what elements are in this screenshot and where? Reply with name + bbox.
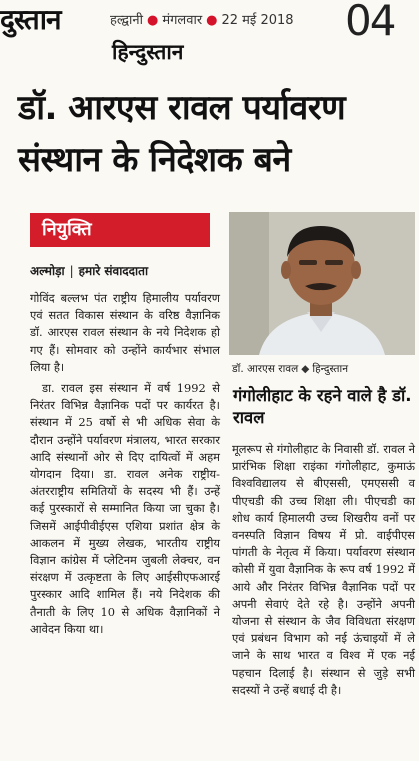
byline-place: अल्मोड़ा (30, 264, 65, 278)
page-number: 04 (345, 0, 395, 45)
edition-meta (110, 10, 294, 28)
byline-separator: | (69, 264, 74, 278)
section-tag: नियुक्ति (30, 213, 210, 247)
edition-location: हल्द्वानी (110, 13, 143, 28)
headline-line-2: संस्थान के निदेशक बने (18, 140, 291, 180)
headline-line-1: डॉ. आरएस रावल पर्यावरण (18, 88, 346, 128)
article-body-left (30, 290, 220, 642)
byline (30, 262, 148, 279)
article-paragraph: मूलरूप से गंगोलीहाट के निवासी डॉ. रावल ने प्रारंभिक शिक्षा राइंका गंगोलीहाट, कुमाऊं विश्वविद्यालय से बीएससी, एमएससी व पीएचडी की उच्च शिक्षा ली। पीएचडी का शोध कार्य हिमालयी उच्च शिखरीय वनों पर वनस्पति विज्ञान विषय में प्रो. वाईपीएस पांगती के नेतृत्व में किया। पर्यावरण संस्थान कोसी में युवा वैज्ञानिक के रूप वर्ष 1992 में आये और निरंतर विभिन्न वैज्ञानिक पदों पर अपनी सेवाएं देते रहे है। उन्होंने अपनी योजना से संस्थान के जैव विविधता संरक्षण एवं प्रबंधन विभाग को नई ऊंचाइयों में ले जाने के साथ भारत व विश्व में एक नई पहचान दिलाई है। संस्थान से जुड़े सभी सदस्यों ने उन्हें बधाई दी है। (232, 442, 415, 697)
newspaper-name: दुस्तान (0, 3, 61, 36)
masthead (0, 0, 419, 70)
edition-date: 22 मई 2018 (221, 13, 294, 28)
separator-dot: ● (146, 13, 159, 28)
separator-dot: ● (206, 13, 218, 28)
caption-source: हिन्दुस्तान (312, 363, 349, 375)
caption-separator-icon: ◆ (301, 363, 310, 375)
sidebar-headline: गंगोलीहाट के रहने वाले है डॉ. रावल (233, 386, 412, 427)
article-body-right (232, 441, 415, 699)
edition-day: मंगलवार (162, 13, 203, 28)
caption-name: डॉ. आरएस रावल (232, 363, 299, 375)
brand-title: हिन्दुस्तान (112, 40, 184, 64)
article-paragraph: डा. रावल इस संस्थान में वर्ष 1992 से निरंतर विभिन्न वैज्ञानिक पदों पर कार्यरत है। संस्थान में 25 वर्षो से भी अधिक सेवा के दौरान उन्होंने पर्यावरण मंत्रालय, भारत सरकार आदि संस्थानों ओर से दिए दायित्वों में अहम योगदान दिया। डा. रावल अनेक राष्ट्रीय-अंतरराष्ट्रीय समितियों के सदस्य भी हैं। उन्हें कई पुरस्कारों से सम्मानित किया जा चुका है। जिसमें आईपीवीईएस एशिया प्रशांत क्षेत्र के आकलन में मुख्य लेखक, भारतीय राष्ट्रीय विज्ञान कांग्रेस में प्लेटिनम जुबली लेक्चर, वन संरक्षण में उत्कृष्टता के लिए आईसीएफआरई पुरस्कार आदि शामिल हैं। नये निदेशक की तैनाती के लिए 10 से अधिक वैज्ञानिकों ने आवेदन किया था। (30, 381, 220, 636)
article-paragraph: गोविंद बल्लभ पंत राष्ट्रीय हिमालीय पर्यावरण एवं सतत विकास संस्थान के वरिष्ठ वैज्ञानिक डॉ. आरएस रावल संस्थान के नये निदेशक हो गए हैं। सोमवार को उन्होंने कार्यभार संभाल लिया है। (30, 291, 220, 374)
portrait-photo (229, 212, 415, 355)
portrait-illustration (229, 212, 415, 355)
byline-reporter: हमारे संवाददाता (78, 264, 149, 278)
photo-caption (232, 362, 348, 376)
headline (0, 82, 419, 186)
